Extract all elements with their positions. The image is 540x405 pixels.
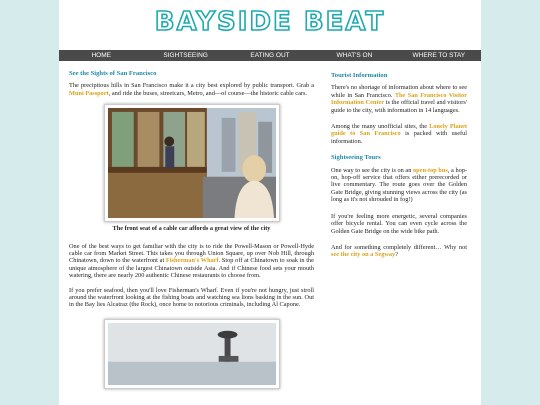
intro-paragraph xyxy=(69,82,314,97)
page xyxy=(59,0,481,405)
seafood-paragraph: If you prefer seafood, then you'll love Fisherman's Wharf. Even if you're not hungry, just stroll around the waterfront looking at the fishing boats and watching sea lions basking in the sun. Out in the Bay lies Alcatraz (the Rock), once home to notorious criminals, including Al Capone. xyxy=(69,286,314,309)
cable-car-paragraph xyxy=(69,243,314,280)
lonely-planet-link[interactable]: Lonely Planet guide to San Francisco xyxy=(331,123,467,138)
waterfront-photo xyxy=(104,319,280,389)
nav-where-to-stay[interactable]: WHERE TO STAY xyxy=(412,52,466,59)
photo-caption: The front seat of a cable car affords a great view of the city xyxy=(112,225,271,233)
tourist-info-paragraph xyxy=(331,84,467,114)
fishermans-wharf-link[interactable]: Fisherman's Wharf xyxy=(165,257,219,265)
tourist-info-text: There's no shortage of information about where to see while in San Francisco. xyxy=(331,84,467,99)
bicycle-paragraph: If you're feeling more energetic, several companies offer bicycle rental. You can even cycle across the Golden Gate Bridge on the wide bike path. xyxy=(331,212,467,235)
nav-home[interactable]: HOME xyxy=(91,52,111,59)
intro-text-end: , and ride the buses, streetcars, Metro, and—of course—the historic cable cars. xyxy=(108,89,307,97)
cable-car-text-end: . Stop off at Chinatown to soak in the unique atmosphere of the largest Chinatown outside Asia. And if Chinese food sets your mouth watering, there are nearly 200 authentic Chinese restaurants to choose from. xyxy=(69,257,314,280)
segway-paragraph xyxy=(331,244,467,259)
bus-tour-paragraph xyxy=(331,167,467,204)
tourist-info-heading: Tourist Information xyxy=(331,72,388,79)
cable-car-text: One of the best ways to get familiar with the city is to ride the Powell-Mason or Powell-Hyde cable car from Market Street. This takes you through Union Square, up over Nob Hill, through Chinatown, down to the waterfront at xyxy=(69,242,314,265)
segway-link[interactable]: see the city on a Segway xyxy=(331,251,396,259)
unofficial-sites-paragraph xyxy=(331,123,467,145)
bus-tour-text: One way to see the city is on an xyxy=(331,166,413,174)
nav-sightseeing[interactable]: SIGHTSEEING xyxy=(163,52,208,59)
main-content xyxy=(69,70,314,389)
open-top-bus-link[interactable]: open-top bus xyxy=(413,166,448,174)
main-heading: See the Sights of San Francisco xyxy=(69,70,157,77)
unofficial-sites-text: Among the many unofficial sites, the xyxy=(331,123,430,131)
site-logo[interactable]: BAYSIDE BEAT xyxy=(154,7,386,37)
nav-eating-out[interactable]: EATING OUT xyxy=(250,52,290,59)
nav-whats-on[interactable]: WHAT'S ON xyxy=(336,52,373,59)
bus-tour-text-end: , a hop-on, hop-off service that offers either prerecorded or live commentary. The route goes over the Golden Gate Bridge, giving stunning views across the city (as long as it's not shrouded in fog!) xyxy=(331,166,467,204)
tours-heading: Sightseeing Tours xyxy=(331,154,381,162)
unofficial-sites-text-end: is packed with useful information. xyxy=(331,130,467,145)
main-nav xyxy=(59,50,481,61)
tourist-info-text-end: is the official travel and visitors' guide to the city, with information in 14 languages. xyxy=(331,99,467,114)
muni-passport-link[interactable]: Muni Passport xyxy=(69,89,109,97)
site-banner xyxy=(59,0,481,50)
segway-text-end: ? xyxy=(395,251,398,259)
cable-car-image xyxy=(108,108,276,218)
intro-text: The precipitous hills in San Francisco make it a city best explored by public transport. Grab a xyxy=(69,82,314,90)
visitor-center-link[interactable]: The San Francisco Visitor Information Center xyxy=(331,91,467,107)
cable-car-photo xyxy=(104,104,280,222)
sidebar xyxy=(331,70,467,268)
segway-text: And for something completely different… Why not xyxy=(331,243,467,251)
waterfront-image xyxy=(108,323,276,385)
